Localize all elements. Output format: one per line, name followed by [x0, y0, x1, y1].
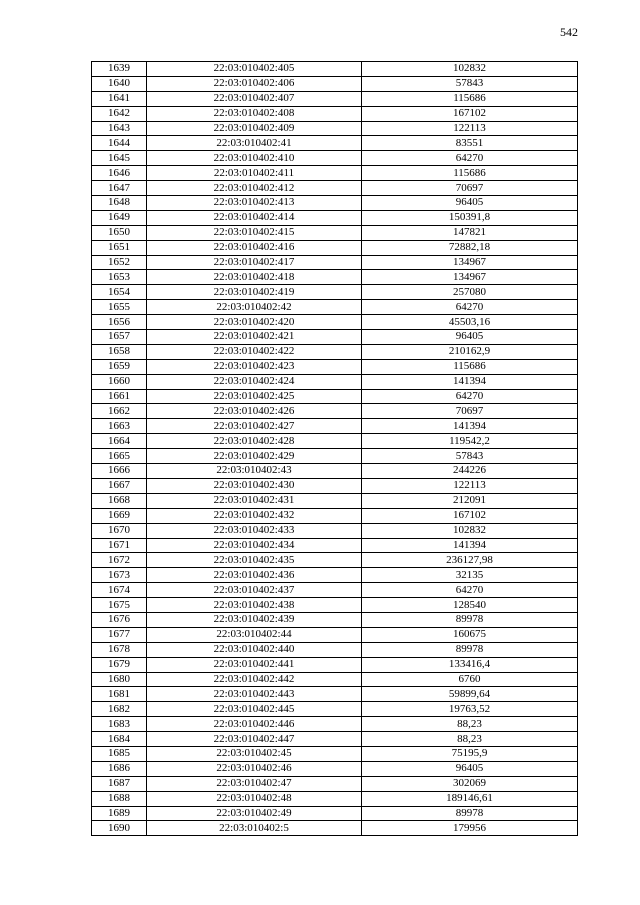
table-row: [92, 151, 578, 166]
row-number-cell: 1654: [92, 285, 147, 300]
cadastral-number-cell: 22:03:010402:41: [147, 136, 362, 151]
cadastral-number-cell: 22:03:010402:425: [147, 389, 362, 404]
table-row: [92, 300, 578, 315]
value-cell: 133416,4: [362, 657, 578, 672]
value-cell: 70697: [362, 181, 578, 196]
row-number-cell: 1661: [92, 389, 147, 404]
cadastral-number-cell: 22:03:010402:438: [147, 598, 362, 613]
cadastral-number-cell: 22:03:010402:422: [147, 344, 362, 359]
row-number-cell: 1669: [92, 508, 147, 523]
table-row: [92, 493, 578, 508]
row-number-cell: 1657: [92, 330, 147, 345]
table-row: [92, 523, 578, 538]
cadastral-number-cell: 22:03:010402:405: [147, 62, 362, 77]
row-number-cell: 1676: [92, 612, 147, 627]
table-row: [92, 225, 578, 240]
table-row: [92, 389, 578, 404]
cadastral-number-cell: 22:03:010402:447: [147, 732, 362, 747]
table-row: [92, 270, 578, 285]
row-number-cell: 1659: [92, 359, 147, 374]
cadastral-number-cell: 22:03:010402:441: [147, 657, 362, 672]
cadastral-number-cell: 22:03:010402:414: [147, 210, 362, 225]
value-cell: 141394: [362, 374, 578, 389]
table-row: [92, 121, 578, 136]
row-number-cell: 1649: [92, 210, 147, 225]
value-cell: 167102: [362, 508, 578, 523]
row-number-cell: 1648: [92, 196, 147, 211]
table-row: [92, 464, 578, 479]
table-row: [92, 181, 578, 196]
row-number-cell: 1653: [92, 270, 147, 285]
value-cell: 89978: [362, 642, 578, 657]
value-cell: 179956: [362, 821, 578, 836]
cadastral-number-cell: 22:03:010402:415: [147, 225, 362, 240]
value-cell: 64270: [362, 151, 578, 166]
value-cell: 72882,18: [362, 240, 578, 255]
row-number-cell: 1684: [92, 732, 147, 747]
row-number-cell: 1688: [92, 791, 147, 806]
value-cell: 75195,9: [362, 746, 578, 761]
table-row: [92, 657, 578, 672]
cadastral-number-cell: 22:03:010402:44: [147, 627, 362, 642]
value-cell: 89978: [362, 612, 578, 627]
cadastral-number-cell: 22:03:010402:431: [147, 493, 362, 508]
value-cell: 212091: [362, 493, 578, 508]
cadastral-number-cell: 22:03:010402:49: [147, 806, 362, 821]
table-row: [92, 255, 578, 270]
row-number-cell: 1647: [92, 181, 147, 196]
row-number-cell: 1674: [92, 583, 147, 598]
row-number-cell: 1682: [92, 702, 147, 717]
row-number-cell: 1644: [92, 136, 147, 151]
value-cell: 115686: [362, 359, 578, 374]
value-cell: 88,23: [362, 732, 578, 747]
table-row: [92, 210, 578, 225]
value-cell: 128540: [362, 598, 578, 613]
value-cell: 64270: [362, 300, 578, 315]
cadastral-number-cell: 22:03:010402:442: [147, 672, 362, 687]
value-cell: 119542,2: [362, 434, 578, 449]
cadastral-number-cell: 22:03:010402:407: [147, 91, 362, 106]
value-cell: 302069: [362, 776, 578, 791]
row-number-cell: 1667: [92, 478, 147, 493]
cadastral-number-cell: 22:03:010402:42: [147, 300, 362, 315]
value-cell: 6760: [362, 672, 578, 687]
value-cell: 147821: [362, 225, 578, 240]
row-number-cell: 1645: [92, 151, 147, 166]
row-number-cell: 1683: [92, 717, 147, 732]
value-cell: 102832: [362, 62, 578, 77]
row-number-cell: 1673: [92, 568, 147, 583]
value-cell: 102832: [362, 523, 578, 538]
row-number-cell: 1680: [92, 672, 147, 687]
row-number-cell: 1671: [92, 538, 147, 553]
value-cell: 115686: [362, 91, 578, 106]
row-number-cell: 1675: [92, 598, 147, 613]
value-cell: 19763,52: [362, 702, 578, 717]
row-number-cell: 1665: [92, 449, 147, 464]
value-cell: 141394: [362, 419, 578, 434]
value-cell: 244226: [362, 464, 578, 479]
table-row: [92, 672, 578, 687]
cadastral-number-cell: 22:03:010402:427: [147, 419, 362, 434]
table-row: [92, 642, 578, 657]
table-row: [92, 449, 578, 464]
cadastral-number-cell: 22:03:010402:439: [147, 612, 362, 627]
cadastral-number-cell: 22:03:010402:429: [147, 449, 362, 464]
row-number-cell: 1678: [92, 642, 147, 657]
value-cell: 160675: [362, 627, 578, 642]
page-number: 542: [560, 25, 578, 39]
table-row: [92, 434, 578, 449]
row-number-cell: 1642: [92, 106, 147, 121]
row-number-cell: 1672: [92, 553, 147, 568]
table-row: [92, 761, 578, 776]
table-row: [92, 374, 578, 389]
row-number-cell: 1668: [92, 493, 147, 508]
value-cell: 32135: [362, 568, 578, 583]
cadastral-number-cell: 22:03:010402:45: [147, 746, 362, 761]
cadastral-number-cell: 22:03:010402:419: [147, 285, 362, 300]
value-cell: 88,23: [362, 717, 578, 732]
row-number-cell: 1666: [92, 464, 147, 479]
cadastral-number-cell: 22:03:010402:417: [147, 255, 362, 270]
cadastral-number-cell: 22:03:010402:412: [147, 181, 362, 196]
row-number-cell: 1686: [92, 761, 147, 776]
cadastral-number-cell: 22:03:010402:432: [147, 508, 362, 523]
row-number-cell: 1689: [92, 806, 147, 821]
value-cell: 59899,64: [362, 687, 578, 702]
row-number-cell: 1681: [92, 687, 147, 702]
table-row: [92, 508, 578, 523]
value-cell: 64270: [362, 389, 578, 404]
table-row: [92, 62, 578, 77]
table-row: [92, 568, 578, 583]
value-cell: 122113: [362, 121, 578, 136]
cadastral-number-cell: 22:03:010402:47: [147, 776, 362, 791]
value-cell: 134967: [362, 255, 578, 270]
cadastral-number-cell: 22:03:010402:408: [147, 106, 362, 121]
cadastral-number-cell: 22:03:010402:430: [147, 478, 362, 493]
cadastral-number-cell: 22:03:010402:413: [147, 196, 362, 211]
cadastral-number-cell: 22:03:010402:437: [147, 583, 362, 598]
cadastral-number-cell: 22:03:010402:5: [147, 821, 362, 836]
value-cell: 115686: [362, 166, 578, 181]
value-cell: 96405: [362, 196, 578, 211]
cadastral-number-cell: 22:03:010402:43: [147, 464, 362, 479]
row-number-cell: 1690: [92, 821, 147, 836]
cadastral-number-cell: 22:03:010402:411: [147, 166, 362, 181]
table-row: [92, 627, 578, 642]
table-row: [92, 136, 578, 151]
table-row: [92, 166, 578, 181]
table-row: [92, 76, 578, 91]
cadastral-number-cell: 22:03:010402:426: [147, 404, 362, 419]
value-cell: 96405: [362, 761, 578, 776]
row-number-cell: 1641: [92, 91, 147, 106]
row-number-cell: 1687: [92, 776, 147, 791]
parcel-table: [91, 61, 578, 836]
cadastral-number-cell: 22:03:010402:434: [147, 538, 362, 553]
value-cell: 141394: [362, 538, 578, 553]
row-number-cell: 1670: [92, 523, 147, 538]
value-cell: 96405: [362, 330, 578, 345]
cadastral-number-cell: 22:03:010402:46: [147, 761, 362, 776]
value-cell: 189146,61: [362, 791, 578, 806]
cadastral-number-cell: 22:03:010402:440: [147, 642, 362, 657]
value-cell: 83551: [362, 136, 578, 151]
value-cell: 236127,98: [362, 553, 578, 568]
cadastral-number-cell: 22:03:010402:421: [147, 330, 362, 345]
table-row: [92, 330, 578, 345]
row-number-cell: 1639: [92, 62, 147, 77]
cadastral-number-cell: 22:03:010402:48: [147, 791, 362, 806]
table-row: [92, 285, 578, 300]
value-cell: 89978: [362, 806, 578, 821]
table-row: [92, 702, 578, 717]
cadastral-number-cell: 22:03:010402:435: [147, 553, 362, 568]
value-cell: 45503,16: [362, 315, 578, 330]
value-cell: 257080: [362, 285, 578, 300]
row-number-cell: 1660: [92, 374, 147, 389]
value-cell: 64270: [362, 583, 578, 598]
cadastral-number-cell: 22:03:010402:416: [147, 240, 362, 255]
table-row: [92, 91, 578, 106]
cadastral-number-cell: 22:03:010402:436: [147, 568, 362, 583]
cadastral-number-cell: 22:03:010402:446: [147, 717, 362, 732]
cadastral-number-cell: 22:03:010402:420: [147, 315, 362, 330]
row-number-cell: 1650: [92, 225, 147, 240]
row-number-cell: 1662: [92, 404, 147, 419]
cadastral-number-cell: 22:03:010402:428: [147, 434, 362, 449]
table-row: [92, 419, 578, 434]
table-row: [92, 478, 578, 493]
table-row: [92, 791, 578, 806]
row-number-cell: 1677: [92, 627, 147, 642]
table-row: [92, 821, 578, 836]
row-number-cell: 1656: [92, 315, 147, 330]
table-row: [92, 732, 578, 747]
cadastral-number-cell: 22:03:010402:410: [147, 151, 362, 166]
table-row: [92, 538, 578, 553]
row-number-cell: 1655: [92, 300, 147, 315]
cadastral-number-cell: 22:03:010402:445: [147, 702, 362, 717]
table-row: [92, 196, 578, 211]
row-number-cell: 1652: [92, 255, 147, 270]
value-cell: 70697: [362, 404, 578, 419]
cadastral-number-cell: 22:03:010402:418: [147, 270, 362, 285]
value-cell: 167102: [362, 106, 578, 121]
row-number-cell: 1664: [92, 434, 147, 449]
value-cell: 210162,9: [362, 344, 578, 359]
cadastral-number-cell: 22:03:010402:406: [147, 76, 362, 91]
table-row: [92, 315, 578, 330]
table-row: [92, 687, 578, 702]
row-number-cell: 1658: [92, 344, 147, 359]
table-row: [92, 746, 578, 761]
row-number-cell: 1679: [92, 657, 147, 672]
row-number-cell: 1663: [92, 419, 147, 434]
table-row: [92, 404, 578, 419]
table-row: [92, 583, 578, 598]
row-number-cell: 1685: [92, 746, 147, 761]
cadastral-number-cell: 22:03:010402:443: [147, 687, 362, 702]
row-number-cell: 1646: [92, 166, 147, 181]
table-row: [92, 806, 578, 821]
row-number-cell: 1643: [92, 121, 147, 136]
row-number-cell: 1640: [92, 76, 147, 91]
row-number-cell: 1651: [92, 240, 147, 255]
value-cell: 122113: [362, 478, 578, 493]
value-cell: 57843: [362, 76, 578, 91]
table-row: [92, 106, 578, 121]
table-row: [92, 553, 578, 568]
table-row: [92, 776, 578, 791]
value-cell: 57843: [362, 449, 578, 464]
table-row: [92, 344, 578, 359]
table-row: [92, 717, 578, 732]
cadastral-number-cell: 22:03:010402:409: [147, 121, 362, 136]
cadastral-number-cell: 22:03:010402:423: [147, 359, 362, 374]
value-cell: 150391,8: [362, 210, 578, 225]
table-row: [92, 240, 578, 255]
table-row: [92, 612, 578, 627]
table-row: [92, 598, 578, 613]
parcel-table-body: [92, 62, 578, 836]
cadastral-number-cell: 22:03:010402:424: [147, 374, 362, 389]
cadastral-number-cell: 22:03:010402:433: [147, 523, 362, 538]
value-cell: 134967: [362, 270, 578, 285]
table-row: [92, 359, 578, 374]
